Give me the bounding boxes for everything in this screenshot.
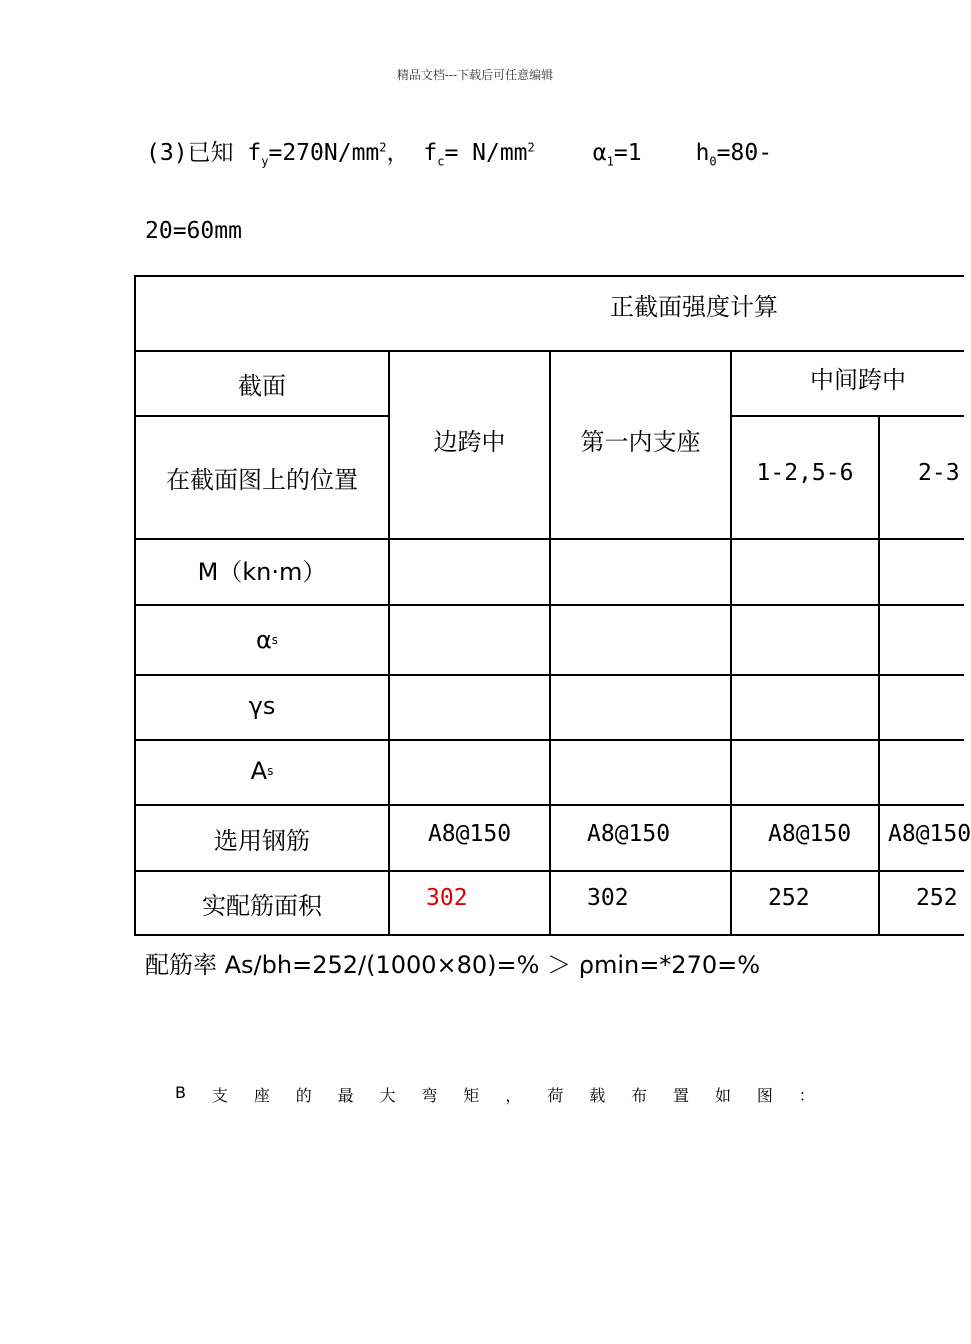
row-label-section: 截面 [238, 372, 286, 400]
alpha-s-symbol: α [255, 626, 272, 654]
caption-char: 载 [589, 1086, 606, 1105]
row-label-rebar: 选用钢筋 [214, 826, 310, 855]
caption-char: 的 [295, 1086, 312, 1105]
caption-char: 最 [337, 1086, 354, 1105]
row-label-moment: M（kn·m） [197, 557, 327, 586]
rebar-cell: A8@150 [587, 821, 671, 847]
area-cell: 302 [587, 885, 629, 911]
alpha-value: =1 [613, 140, 642, 166]
alpha-s-subscript: s [271, 633, 279, 647]
col-subheader-1: 1-2,5-6 [756, 459, 854, 486]
col-header-edge-mid: 边跨中 [433, 428, 506, 456]
rebar-cell: A8@150 [768, 821, 852, 847]
b-support-max-moment-caption [175, 1083, 815, 1106]
as-subscript: s [267, 764, 274, 778]
caption-char: ： [798, 1086, 815, 1105]
rebar-cell: A8@150 [888, 821, 971, 847]
fy-value: =270N/mm [268, 140, 380, 166]
strength-calculation-table [134, 275, 971, 936]
caption-char: 弯 [421, 1086, 438, 1105]
caption-char: 矩 [463, 1086, 480, 1105]
caption-char: ， [505, 1086, 522, 1105]
area-cell: 252 [768, 885, 810, 911]
h-value: =80- [716, 140, 773, 166]
given-conditions-line-2: 20=60mm [145, 218, 242, 244]
header-note: 精品文档---下载后可任意编辑 [396, 68, 554, 82]
given-prefix: (3)已知 f [146, 140, 262, 166]
alpha-symbol: α [592, 140, 607, 166]
given-separator: ， f [386, 140, 438, 166]
caption-char: 置 [673, 1086, 690, 1105]
reinforcement-ratio-text: 配筋率 As/bh=252/(1000×80)=% ＞ ρmin=*270=% [145, 951, 761, 979]
area-cell: 252 [916, 885, 958, 911]
fc-value: = N/mm [444, 140, 528, 166]
caption-char: B [175, 1083, 186, 1102]
table-title: 正截面强度计算 [610, 292, 778, 321]
caption-char: 图 [756, 1086, 773, 1105]
caption-char: 布 [631, 1086, 648, 1105]
caption-char: 大 [379, 1086, 396, 1105]
col-header-first-inner-support: 第一内支座 [580, 428, 701, 456]
alpha-subscript: 1 [606, 154, 614, 169]
fc-subscript: c [437, 154, 445, 169]
given-conditions-line [146, 134, 772, 169]
row-label-alpha-s [136, 606, 398, 674]
as-symbol: A [250, 757, 268, 785]
caption-char: 如 [714, 1086, 731, 1105]
caption-char: 荷 [547, 1086, 564, 1105]
col-subheader-2: 2-3 [918, 459, 960, 486]
col-header-middle-span: 中间跨中 [810, 365, 906, 394]
row-label-area: 实配筋面积 [202, 891, 322, 920]
row-label-position: 在截面图上的位置 [166, 466, 358, 494]
h-symbol: h [695, 140, 710, 166]
row-label-as [136, 741, 388, 801]
h-subscript: 0 [709, 154, 717, 169]
area-cell-highlighted: 302 [426, 885, 468, 911]
rebar-cell: A8@150 [427, 821, 512, 847]
fy-subscript: y [261, 154, 269, 169]
row-label-gamma-s: γs [248, 692, 276, 720]
fy-superscript: 2 [379, 140, 387, 155]
caption-char: 支 [211, 1086, 228, 1105]
caption-char: 座 [253, 1086, 270, 1105]
fc-superscript: 2 [527, 140, 535, 155]
